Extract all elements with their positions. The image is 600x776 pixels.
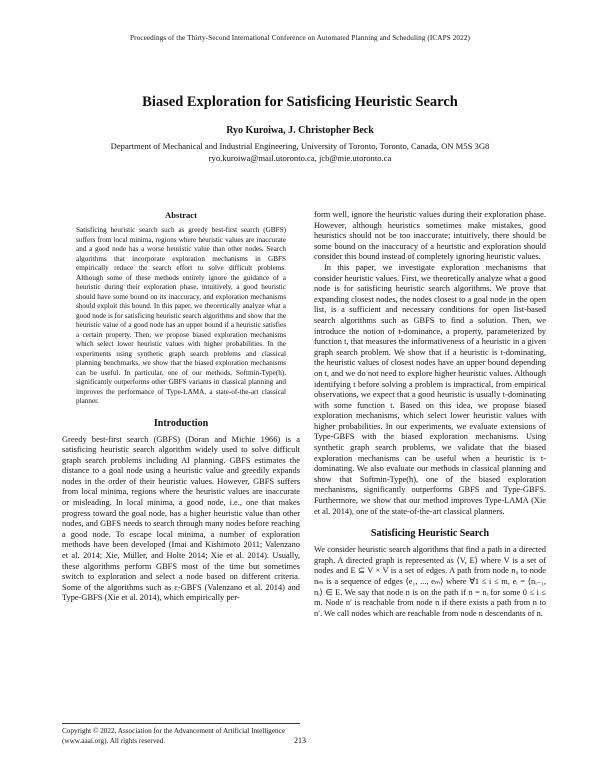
- introduction-paragraph-1-cont: form well, ignore the heuristic values during their exploration phase. However, although heuristics sometimes make mistakes, good heuristics should not be too inaccurate; intuitively, there should be some bound on the inaccuracy of a heuristic and exploration should consider this bound instead of completely ignoring heuristic values.: [314, 210, 546, 262]
- paper-authors: Ryo Kuroiwa, J. Christopher Beck: [226, 125, 374, 136]
- introduction-heading: Introduction: [153, 417, 209, 429]
- introduction-paragraph-2: In this paper, we investigate exploration mechanisms that consider heuristic values. First, we theoretically analyze what a good node is for satisficing heuristic search algorithms. We prove that expanding closest nodes, the nodes closest to a goal node in the open list, is a sufficient and necessary conditions for open list-based search algorithms such as GBFS to find a solution. Then, we introduce the notion of t-dominance, a property, parameterized by function t, that measures the informativeness of a heuristic in a given graph search problem. We show that if a heuristic is t-dominating, the heuristic values of closest nodes have an upper bound depending on t, and we do not need to explore higher heuristic values. Although identifying t before solving a problem is impractical, from empirical observations, we expect that a good heuristic is usually t-dominating with some function t. Based on this idea, we propose biased exploration mechanisms, which select lower heuristic values with higher probabilities. In our experiments, we evaluate extensions of Type-GBFS with the biased exploration mechanisms. Using synthetic graph search problems, we validate that the biased exploration mechanisms can be useful when a heuristic is t-dominating. We also evaluate our methods in classical planning and show that Softmin-Type(h), one of the biased exploration mechanisms, significantly outperforms GBFS and Type-GBFS. Furthermore, we show that our method improves Type-LAMA (Xie et al. 2014), one of the state-of-the-art classical planners.: [314, 262, 546, 516]
- abstract-heading: Abstract: [165, 210, 197, 220]
- copyright-footnote: Copyright © 2022, Association for the Advancement of Artificial Intelligence (www.aaai.org). All rights reserved.: [62, 723, 300, 746]
- affiliation-block: [0, 140, 600, 164]
- paper-title: Biased Exploration for Satisficing Heuristic Search: [142, 94, 458, 110]
- right-column: [314, 210, 546, 619]
- abstract-text: Satisficing heuristic search such as greedy best-first search (GBFS) suffers from local minima, regions where heuristic values are inaccurate and a good node has a worse heuristic value than other nodes. Search algorithms that incorporate exploration mechanisms in GBFS empirically reduce the search effort to solve difficult problems. Although some of these methods entirely ignore the guidance of a heuristic during their exploration phase, intuitively, a good heuristic should have some bound on its inaccuracy, and exploration mechanisms should exploit this bound. In this paper, we theoretically analyze what a good node is for satisficing heuristic search algorithms and show that the heuristic value of a good node has an upper bound if a heuristic satisfies a certain property. Then, we propose biased exploration mechanisms which select lower heuristic values with higher probabilities. In the experiments using synthetic graph search problems and classical planning benchmarks, we show that the biased exploration mechanisms can be useful. In particular, one of our methods, Softmin-Type(h), significantly outperforms other GBFS variants in classical planning and improves the performance of Type-LAMA, a state-of-the-art classical planner.: [76, 226, 286, 405]
- satisficing-heading: Satisficing Heuristic Search: [370, 528, 490, 540]
- proceedings-header: Proceedings of the Thirty-Second International Conference on Automated Planning and Scheduling (ICAPS 2022): [130, 34, 470, 42]
- satisficing-paragraph: We consider heuristic search algorithms that find a path in a directed graph. A directed graph is represented as ⟨V, E⟩ where V is a set of nodes and E ⊆ V × V is a set of edges. A path from node n₀ to node nₘ is a sequence of edges ⟨e₁, ..., eₘ⟩ where ∀1 ≤ i ≤ m, eᵢ = ⟨nᵢ₋₁, nᵢ⟩ ∈ E. We say that node n is on the path if n = nᵢ for some 0 ≤ i ≤ m. Node n′ is reachable from node n if there exists a path from n to n′. We call nodes which are reachable from node n descendants of n.: [314, 545, 546, 618]
- affiliation: Department of Mechanical and Industrial Engineering, University of Toronto, Toronto, Canada, ON M5S 3G8: [110, 141, 490, 151]
- emails: ryo.kuroiwa@mail.utoronto.ca, jcb@mie.utoronto.ca: [208, 153, 392, 163]
- page-number: 213: [294, 736, 306, 745]
- left-column: [62, 210, 300, 604]
- introduction-paragraph-1: Greedy best-first search (GBFS) (Doran and Michie 1966) is a satisficing heuristic search algorithm widely used to solve difficult graph search problems including AI planning. GBFS estimates the distance to a goal node using a heuristic value and greedily expands nodes in the order of their heuristic values. However, GBFS suffers from local minima, regions where the heuristic values are inaccurate or misleading. In local minima, a good node, i.e., one that makes progress toward the goal node, has a higher heuristic value than other nodes, and GBFS needs to search through many nodes before reaching a good node. To escape local minima, a number of exploration methods have been developed (Imai and Kishimoto 2011; Valenzano et al. 2014; Xie, Müller, and Holte 2014; Xie et al. 2014). Usually, these algorithms perform GBFS most of the time but sometimes switch to exploration and select a node based on different criteria. Some of the algorithms such as ε-GBFS (Valenzano et al. 2014) and Type-GBFS (Xie et al. 2014), which empirically per-: [62, 434, 300, 603]
